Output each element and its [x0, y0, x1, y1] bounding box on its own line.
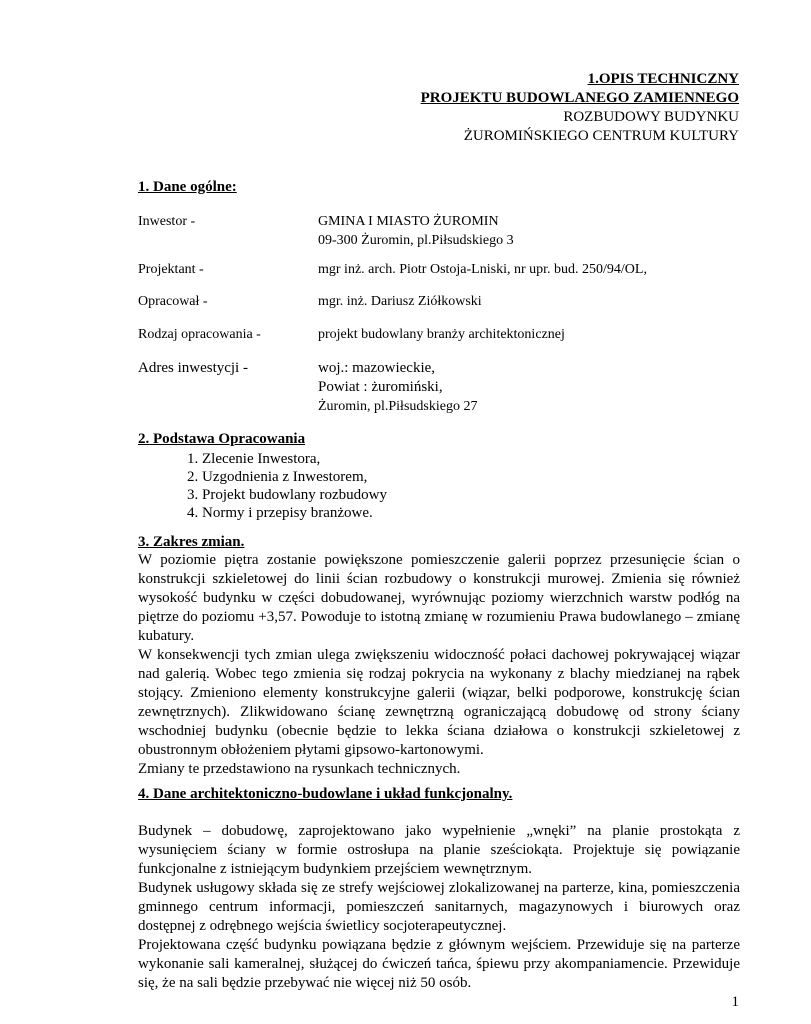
address-label: Adres inwestycji - [138, 360, 248, 376]
section-title: 2. Podstawa Opracowania [138, 431, 306, 447]
prepared-value: mgr. inż. Dariusz Ziółkowski [318, 294, 482, 309]
investor-label: Inwestor - [138, 214, 196, 229]
list-item: 2. Uzgodnienia z Inwestorem, [202, 468, 387, 486]
section-general [138, 178, 237, 197]
paragraph: Zmiany te przedstawiono na rysunkach technicznych. [138, 761, 461, 777]
paragraph: W konsekwencji tych zmian ulega zwiększeniu widoczność połaci dachowej pokrywającej wiązar nad galerią. Wobec tego zmienia się rodzaj pokrycia na wykonany z blachy miedzianej na rąbek stojący. Zmieniono elementy konstrukcyjne galerii (wiązar, belki podporowe, konstrukcję ścian zewnętrznych). Zlikwidowano ścianę zewnętrzną ograniczającą dobudowę od strony ściany wschodniej budynku (obecnie będzie to lekka ściana działowa o konstrukcji szkieletowej z obustronnym obłożeniem płytami gipsowo-kartonowymi. [138, 647, 740, 758]
section-changes [138, 533, 244, 552]
header-title: 1.OPIS TECHNICZNY [587, 71, 739, 87]
section-title: 4. Dane architektoniczno-budowlane i układ funkcjonalny. [138, 786, 513, 802]
list-item: 3. Projekt budowlany rozbudowy [202, 486, 387, 504]
type-label: Rodzaj opracowania - [138, 327, 261, 342]
investor-value: GMINA I MIASTO ŻUROMIN 09-300 Żuromin, pl.Piłsudskiego 3 [318, 214, 514, 248]
paragraph: Budynek usługowy składa się ze strefy wejściowej zlokalizowanej na parterze, kina, pomieszczenia gminnego centrum informacji, pomieszczeń sanitarnych, magazynowych i biurowych oraz dostępnej z odrębnego wejścia świetlicy socjoterapeutycznej. [138, 880, 740, 934]
paragraph: Budynek – dobudowę, zaprojektowano jako wypełnienie „wnęki” na planie prostokąta z wysunięciem ściany w formie ostrosłupa na planie sześciokąta. Projektuje się powiązanie funkcjonalne z istniejącym budynkiem przejściem wewnętrznym. [138, 823, 740, 877]
paragraph: W poziomie piętra zostanie powiększone pomieszczenie galerii poprzez przesunięcie ścian o konstrukcji szkieletowej do linii ścian rozbudowy o konstrukcji murowej. Zmienia się również wysokość budynku w części dobudowanej, wyrównując poziomy wierzchnich warstw podłóg na piętrze do poziomu +3,57. Powoduje to istotną zmianę w rozumieniu Prawa budowlanego – zmianę kubatury. [138, 552, 740, 644]
section-title: 1. Dane ogólne: [138, 179, 237, 195]
address-value: woj.: mazowieckie, Powiat : żuromiński, Żuromin, pl.Piłsudskiego 27 [318, 360, 478, 414]
type-value: projekt budowlany branży architektonicznej [318, 327, 565, 342]
document-header [319, 70, 739, 146]
header-line-4: ŻUROMIŃSKIEGO CENTRUM KULTURY [463, 128, 739, 144]
header-line-3: ROZBUDOWY BUDYNKU [563, 109, 739, 125]
header-subtitle: PROJEKTU BUDOWLANEGO ZAMIENNEGO [420, 90, 739, 106]
section-arch [138, 785, 512, 804]
designer-label: Projektant - [138, 262, 204, 277]
basis-list [166, 450, 387, 522]
arch-body [138, 822, 740, 993]
section-title: 3. Zakres zmian. [138, 534, 245, 550]
list-item: 1. Zlecenie Inwestora, [202, 450, 387, 468]
changes-body [138, 551, 740, 779]
paragraph: Projektowana część budynku powiązana będzie z głównym wejściem. Przewiduje się na parterze wykonanie sali kameralnej, służącej do ćwiczeń tańca, śpiewu przy akompaniamencie. Przewiduje się, że na sali będzie przebywać nie więcej niż 50 osób. [138, 937, 740, 991]
list-item: 4. Normy i przepisy branżowe. [202, 504, 387, 522]
section-basis [138, 430, 305, 449]
designer-value: mgr inż. arch. Piotr Ostoja-Lniski, nr upr. bud. 250/94/OL, [318, 262, 647, 277]
page-number: 1 [731, 994, 739, 1010]
prepared-label: Opracował - [138, 294, 208, 309]
